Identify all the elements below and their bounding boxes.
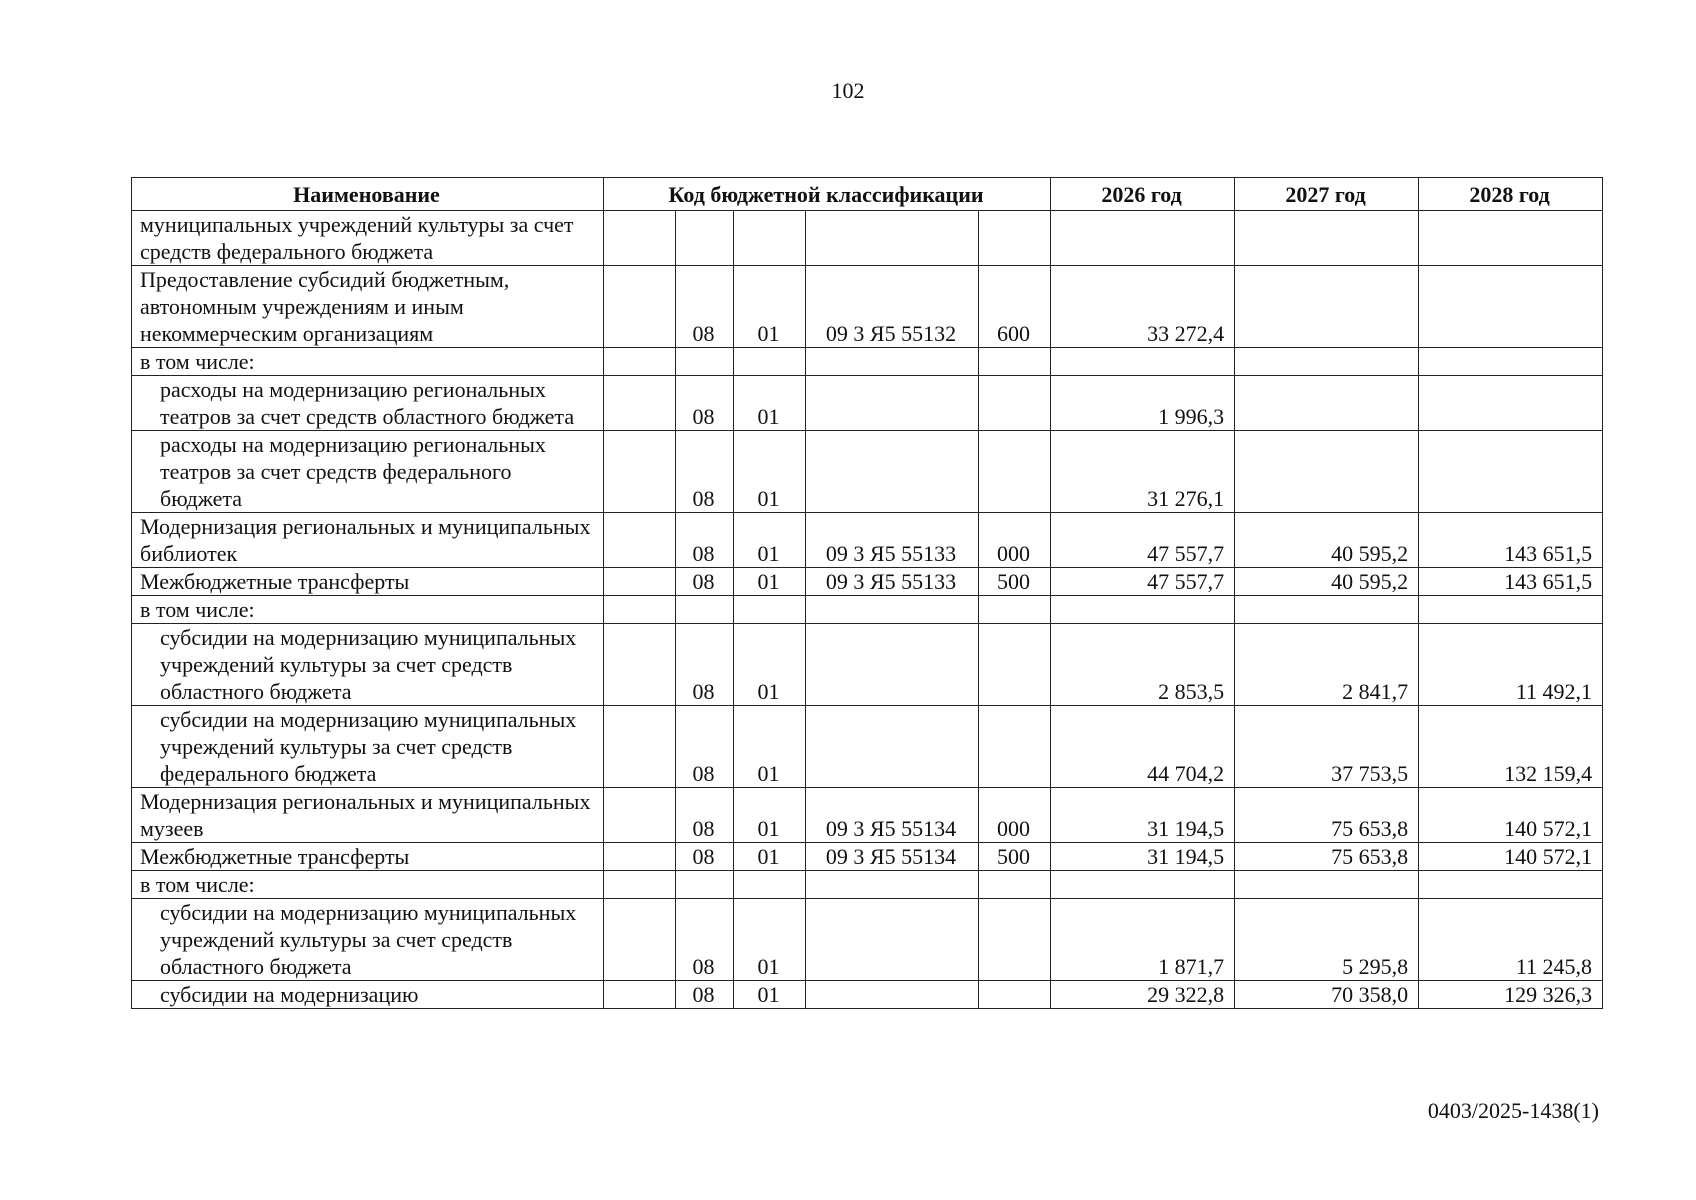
table-row xyxy=(132,596,1603,624)
row-value-2026: 44 704,2 xyxy=(1051,706,1235,788)
row-code-blank xyxy=(604,266,676,348)
row-value-2028: 140 572,1 xyxy=(1419,788,1603,843)
row-name: расходы на модернизацию региональных театров за счет средств областного бюджета xyxy=(132,376,604,431)
row-expense-type xyxy=(979,899,1051,981)
row-name: Предоставление субсидий бюджетным, автономным учреждениям и иным некоммерческим организациям xyxy=(132,266,604,348)
row-code-blank xyxy=(604,568,676,596)
table-row xyxy=(132,568,1603,596)
row-value-2028 xyxy=(1419,871,1603,899)
row-value-2026: 47 557,7 xyxy=(1051,568,1235,596)
row-subsection xyxy=(734,596,806,624)
row-subsection: 01 xyxy=(734,706,806,788)
row-target-article xyxy=(806,624,979,706)
row-value-2028 xyxy=(1419,266,1603,348)
table-row xyxy=(132,843,1603,871)
table-header-row xyxy=(132,178,1603,211)
row-value-2027: 75 653,8 xyxy=(1235,843,1419,871)
row-value-2027: 37 753,5 xyxy=(1235,706,1419,788)
row-expense-type xyxy=(979,376,1051,431)
row-target-article xyxy=(806,706,979,788)
row-subsection: 01 xyxy=(734,376,806,431)
row-value-2027: 70 358,0 xyxy=(1235,981,1419,1009)
row-subsection: 01 xyxy=(734,899,806,981)
row-value-2026 xyxy=(1051,211,1235,266)
row-name: муниципальных учреждений культуры за счет средств федерального бюджета xyxy=(132,211,604,266)
header-budget-code: Код бюджетной классификации xyxy=(604,178,1051,211)
row-subsection xyxy=(734,348,806,376)
row-code-blank xyxy=(604,843,676,871)
row-code-blank xyxy=(604,348,676,376)
row-expense-type: 600 xyxy=(979,266,1051,348)
table-row xyxy=(132,624,1603,706)
row-value-2028 xyxy=(1419,596,1603,624)
table-row xyxy=(132,348,1603,376)
page-number: 102 xyxy=(831,78,865,103)
row-value-2027 xyxy=(1235,376,1419,431)
table-row xyxy=(132,513,1603,568)
row-section: 08 xyxy=(676,376,734,431)
row-name: в том числе: xyxy=(132,596,604,624)
row-code-blank xyxy=(604,596,676,624)
row-code-blank xyxy=(604,899,676,981)
row-value-2027 xyxy=(1235,871,1419,899)
row-expense-type: 500 xyxy=(979,568,1051,596)
row-section: 08 xyxy=(676,568,734,596)
row-code-blank xyxy=(604,871,676,899)
row-name: в том числе: xyxy=(132,348,604,376)
row-value-2026: 1 996,3 xyxy=(1051,376,1235,431)
row-expense-type xyxy=(979,624,1051,706)
row-value-2027: 2 841,7 xyxy=(1235,624,1419,706)
row-name: субсидии на модернизацию xyxy=(132,981,604,1009)
row-value-2026: 2 853,5 xyxy=(1051,624,1235,706)
header-2027: 2027 год xyxy=(1235,178,1419,211)
row-subsection: 01 xyxy=(734,981,806,1009)
row-subsection: 01 xyxy=(734,624,806,706)
row-name: субсидии на модернизацию муниципальных учреждений культуры за счет средств областного бюджета xyxy=(132,624,604,706)
row-subsection xyxy=(734,211,806,266)
table-row xyxy=(132,211,1603,266)
row-value-2028: 140 572,1 xyxy=(1419,843,1603,871)
row-value-2026 xyxy=(1051,596,1235,624)
budget-table xyxy=(131,177,1603,1009)
row-value-2026: 1 871,7 xyxy=(1051,899,1235,981)
row-section: 08 xyxy=(676,624,734,706)
header-2028: 2028 год xyxy=(1419,178,1603,211)
table-row xyxy=(132,431,1603,513)
row-name: Межбюджетные трансферты xyxy=(132,568,604,596)
row-value-2026 xyxy=(1051,871,1235,899)
table-row xyxy=(132,376,1603,431)
header-name: Наименование xyxy=(132,178,604,211)
row-value-2028: 11 245,8 xyxy=(1419,899,1603,981)
row-expense-type: 500 xyxy=(979,843,1051,871)
table-row xyxy=(132,706,1603,788)
row-name: Модернизация региональных и муниципальных музеев xyxy=(132,788,604,843)
row-value-2027 xyxy=(1235,211,1419,266)
row-target-article: 09 3 Я5 55134 xyxy=(806,788,979,843)
row-value-2028 xyxy=(1419,348,1603,376)
row-name: Модернизация региональных и муниципальных библиотек xyxy=(132,513,604,568)
row-name: в том числе: xyxy=(132,871,604,899)
row-target-article xyxy=(806,871,979,899)
row-subsection xyxy=(734,871,806,899)
row-expense-type xyxy=(979,596,1051,624)
row-code-blank xyxy=(604,788,676,843)
row-target-article xyxy=(806,596,979,624)
row-target-article xyxy=(806,376,979,431)
row-code-blank xyxy=(604,376,676,431)
row-target-article xyxy=(806,431,979,513)
row-section xyxy=(676,871,734,899)
row-subsection: 01 xyxy=(734,266,806,348)
row-value-2028 xyxy=(1419,431,1603,513)
row-target-article xyxy=(806,899,979,981)
row-value-2028: 129 326,3 xyxy=(1419,981,1603,1009)
row-expense-type xyxy=(979,981,1051,1009)
row-expense-type xyxy=(979,706,1051,788)
row-name: расходы на модернизацию региональных театров за счет средств федерального бюджета xyxy=(132,431,604,513)
header-2026: 2026 год xyxy=(1051,178,1235,211)
row-name: Межбюджетные трансферты xyxy=(132,843,604,871)
row-value-2026 xyxy=(1051,348,1235,376)
row-section: 08 xyxy=(676,843,734,871)
row-section: 08 xyxy=(676,899,734,981)
row-value-2027 xyxy=(1235,266,1419,348)
row-target-article: 09 3 Я5 55132 xyxy=(806,266,979,348)
row-target-article: 09 3 Я5 55133 xyxy=(806,568,979,596)
row-target-article xyxy=(806,981,979,1009)
row-value-2027 xyxy=(1235,348,1419,376)
row-name: субсидии на модернизацию муниципальных учреждений культуры за счет средств федерального бюджета xyxy=(132,706,604,788)
row-section: 08 xyxy=(676,981,734,1009)
document-code: 0403/2025-1438(1) xyxy=(1427,1098,1599,1123)
row-code-blank xyxy=(604,706,676,788)
row-code-blank xyxy=(604,624,676,706)
table-row xyxy=(132,981,1603,1009)
row-expense-type: 000 xyxy=(979,513,1051,568)
row-value-2026: 31 194,5 xyxy=(1051,843,1235,871)
row-subsection: 01 xyxy=(734,431,806,513)
row-expense-type xyxy=(979,348,1051,376)
row-value-2028: 11 492,1 xyxy=(1419,624,1603,706)
row-target-article: 09 3 Я5 55133 xyxy=(806,513,979,568)
row-section: 08 xyxy=(676,706,734,788)
row-value-2026: 33 272,4 xyxy=(1051,266,1235,348)
row-value-2026: 29 322,8 xyxy=(1051,981,1235,1009)
row-code-blank xyxy=(604,431,676,513)
row-value-2027 xyxy=(1235,596,1419,624)
table-body xyxy=(132,211,1603,1009)
row-code-blank xyxy=(604,981,676,1009)
row-value-2026: 31 194,5 xyxy=(1051,788,1235,843)
row-expense-type xyxy=(979,211,1051,266)
row-target-article xyxy=(806,211,979,266)
table-row xyxy=(132,899,1603,981)
row-subsection: 01 xyxy=(734,513,806,568)
row-section xyxy=(676,596,734,624)
row-value-2028: 143 651,5 xyxy=(1419,513,1603,568)
row-value-2028 xyxy=(1419,211,1603,266)
row-value-2027: 40 595,2 xyxy=(1235,513,1419,568)
row-expense-type xyxy=(979,431,1051,513)
row-code-blank xyxy=(604,211,676,266)
row-expense-type xyxy=(979,871,1051,899)
row-value-2028: 143 651,5 xyxy=(1419,568,1603,596)
row-subsection: 01 xyxy=(734,843,806,871)
row-value-2027 xyxy=(1235,431,1419,513)
table-row xyxy=(132,788,1603,843)
row-target-article: 09 3 Я5 55134 xyxy=(806,843,979,871)
row-value-2027: 5 295,8 xyxy=(1235,899,1419,981)
row-code-blank xyxy=(604,513,676,568)
row-section: 08 xyxy=(676,788,734,843)
row-subsection: 01 xyxy=(734,568,806,596)
row-value-2028: 132 159,4 xyxy=(1419,706,1603,788)
table-row xyxy=(132,871,1603,899)
table-row xyxy=(132,266,1603,348)
row-subsection: 01 xyxy=(734,788,806,843)
row-value-2026: 31 276,1 xyxy=(1051,431,1235,513)
row-value-2027: 75 653,8 xyxy=(1235,788,1419,843)
row-section xyxy=(676,348,734,376)
row-section: 08 xyxy=(676,513,734,568)
row-value-2026: 47 557,7 xyxy=(1051,513,1235,568)
row-expense-type: 000 xyxy=(979,788,1051,843)
row-value-2027: 40 595,2 xyxy=(1235,568,1419,596)
row-section: 08 xyxy=(676,266,734,348)
row-value-2028 xyxy=(1419,376,1603,431)
row-section xyxy=(676,211,734,266)
row-section: 08 xyxy=(676,431,734,513)
row-name: субсидии на модернизацию муниципальных учреждений культуры за счет средств областного бюджета xyxy=(132,899,604,981)
row-target-article xyxy=(806,348,979,376)
